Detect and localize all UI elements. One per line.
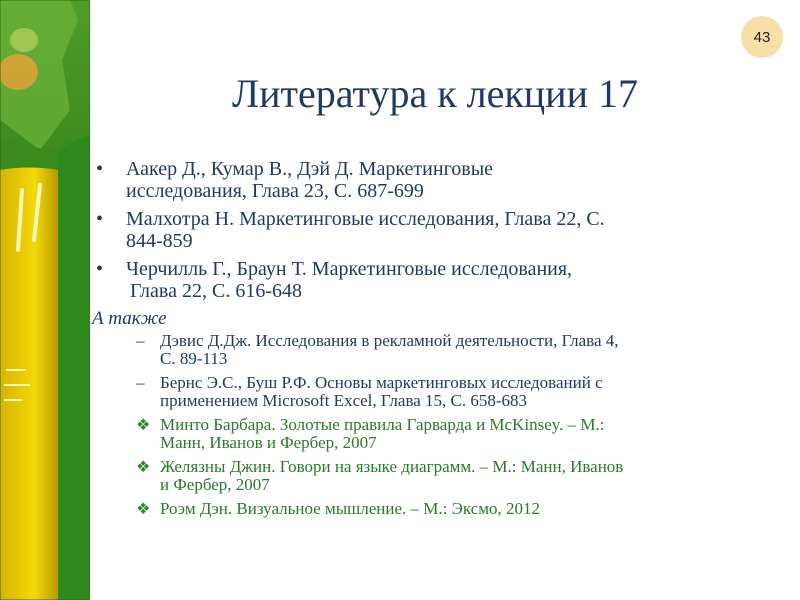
dash-marker: – — [136, 331, 145, 350]
sub-item-line: Минто Барбара. Золотые правила Гарварда и McKinsey. – М.: — [160, 415, 605, 434]
sub-list — [92, 332, 782, 518]
sub-item-line: и Фербер, 2007 — [160, 475, 270, 494]
list-item — [92, 208, 782, 252]
decorative-left-panel — [0, 0, 90, 600]
list-item-line: Аакер Д., Кумар В., Дэй Д. Маркетинговые — [126, 158, 494, 180]
sub-item-line: Бернс Э.С., Буш Р.Ф. Основы маркетинговых исследований с — [160, 373, 603, 392]
bullet-marker: • — [96, 158, 104, 180]
sub-list-item — [92, 458, 782, 494]
page-number: 43 — [753, 28, 771, 46]
list-item — [92, 258, 782, 302]
page-number-badge — [741, 16, 783, 58]
sub-item-line: С. 89-113 — [160, 349, 228, 368]
list-item-line: Глава 22, С. 616-648 — [130, 280, 302, 302]
sub-item-line: Манн, Иванов и Фербер, 2007 — [160, 433, 377, 452]
content-area — [92, 158, 782, 524]
also-label: А также — [92, 308, 167, 329]
list-item-line: 844-859 — [126, 230, 193, 252]
sub-item-line: Дэвис Д.Дж. Исследования в рекламной деятельности, Глава 4, — [160, 331, 619, 350]
sub-list-item — [92, 332, 782, 368]
main-bullet-list — [92, 158, 782, 302]
diamond-bullet-icon: ❖ — [136, 417, 151, 434]
diamond-bullet-icon: ❖ — [136, 501, 151, 518]
list-item-line: Черчилль Г., Браун Т. Маркетинговые исследования, — [126, 258, 573, 280]
sub-item-line: Желязны Джин. Говори на языке диаграмм. – М.: Манн, Иванов — [160, 457, 624, 476]
slide-title: Литература к лекции 17 — [232, 71, 638, 116]
bullet-marker: • — [96, 208, 104, 230]
bullet-marker: • — [96, 258, 104, 280]
diamond-bullet-icon: ❖ — [136, 459, 151, 476]
list-item-line: исследования, Глава 23, С. 687-699 — [126, 180, 424, 202]
sub-list-item — [92, 416, 782, 452]
list-item-line: Малхотра Н. Маркетинговые исследования, Глава 22, С. — [126, 208, 605, 230]
sub-list-item — [92, 374, 782, 410]
list-item — [92, 158, 782, 202]
dash-marker: – — [136, 373, 145, 392]
sub-item-line: Роэм Дэн. Визуальное мышление. – М.: Эксмо, 2012 — [160, 499, 540, 518]
sub-list-item — [92, 500, 782, 518]
sub-item-line: применением Microsoft Excel, Глава 15, С. 658-683 — [160, 391, 528, 410]
